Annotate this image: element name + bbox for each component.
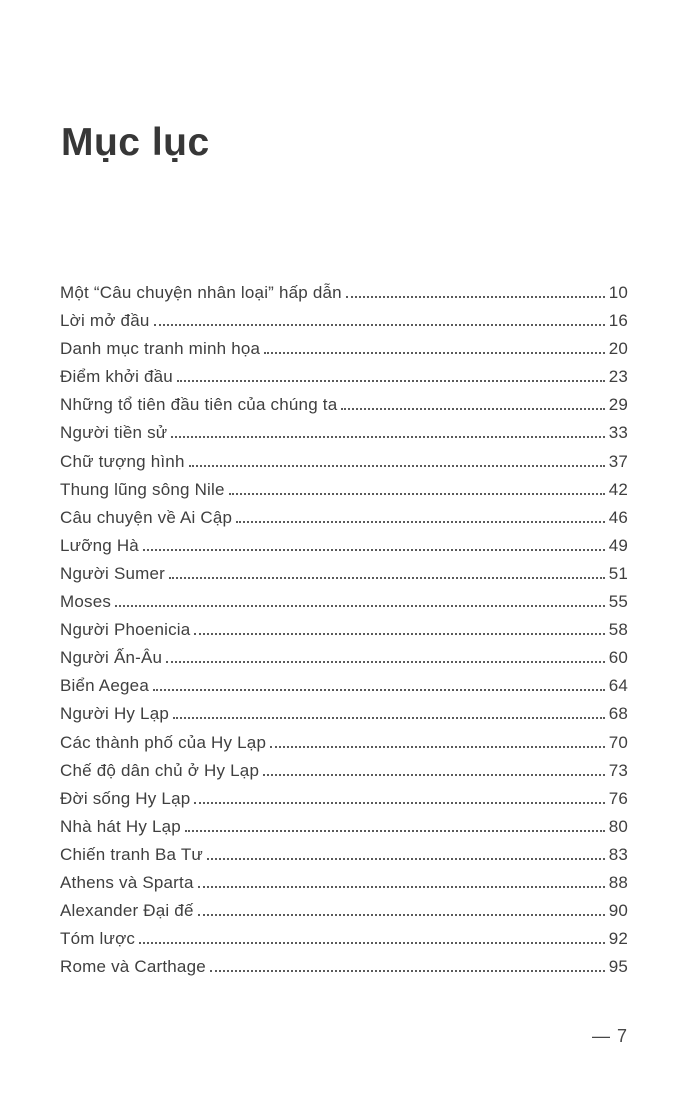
- toc-entry-row: [60, 452, 628, 480]
- toc-entry-page-number: 83: [608, 844, 628, 864]
- dot-leader: [143, 549, 605, 551]
- toc-entry-row: [60, 733, 628, 761]
- toc-entry-label: Tóm lược: [60, 929, 136, 949]
- toc-entry-row: [60, 423, 628, 451]
- toc-entry-label: Alexander Đại đế: [60, 901, 194, 921]
- dot-leader: [194, 802, 604, 804]
- toc-entry-row: [60, 395, 628, 423]
- toc-entry-row: [60, 536, 628, 564]
- toc-entry-label: Người Phoenicia: [60, 620, 191, 640]
- toc-entry-page-number: 51: [608, 563, 628, 583]
- toc-entry-row: [60, 508, 628, 536]
- toc-entry-page-number: 55: [608, 592, 628, 612]
- toc-entry-label: Biển Aegea: [60, 676, 149, 696]
- dot-leader: [229, 493, 605, 495]
- dot-leader: [166, 661, 604, 663]
- toc-entry-page-number: 64: [608, 676, 628, 696]
- toc-entry-page-number: 88: [608, 872, 628, 892]
- toc-entry-row: [60, 620, 628, 648]
- dot-leader: [210, 970, 605, 972]
- toc-entry-label: Điểm khởi đầu: [60, 367, 173, 387]
- toc-entry-page-number: 70: [608, 732, 628, 752]
- toc-entry-row: [60, 367, 628, 395]
- dot-leader: [341, 408, 604, 410]
- page-title: Mục lục: [61, 121, 210, 165]
- toc-entry-page-number: 80: [608, 816, 628, 836]
- toc-entry-row: [60, 564, 628, 592]
- toc-entry-label: Chế độ dân chủ ở Hy Lạp: [60, 760, 260, 780]
- toc-entry-label: Người Ấn-Âu: [60, 648, 163, 668]
- toc-entry-label: Câu chuyện về Ai Cập: [60, 507, 233, 527]
- toc-list: [60, 283, 628, 985]
- dot-leader: [189, 465, 605, 467]
- toc-entry-row: [60, 339, 628, 367]
- toc-entry-row: [60, 901, 628, 929]
- dot-leader: [153, 689, 605, 691]
- dot-leader: [171, 436, 604, 438]
- toc-entry-row: [60, 480, 628, 508]
- toc-entry-label: Người Hy Lạp: [60, 704, 170, 724]
- toc-entry-row: [60, 957, 628, 985]
- toc-entry-label: Các thành phố của Hy Lạp: [60, 732, 267, 752]
- toc-entry-label: Một “Câu chuyện nhân loại” hấp dẫn: [60, 283, 342, 302]
- toc-entry-page-number: 90: [608, 901, 628, 921]
- toc-entry-page-number: 76: [608, 788, 628, 808]
- toc-entry-page-number: 95: [608, 957, 628, 977]
- toc-entry-label: Thung lũng sông Nile: [60, 479, 225, 499]
- toc-entry-row: [60, 648, 628, 676]
- toc-entry-label: Lời mở đầu: [60, 311, 150, 331]
- dot-leader: [154, 324, 605, 326]
- toc-entry-page-number: 37: [608, 451, 628, 471]
- toc-entry-label: Moses: [60, 592, 112, 612]
- toc-entry-page-number: 58: [608, 620, 628, 640]
- dot-leader: [346, 296, 605, 298]
- toc-entry-page-number: 10: [608, 283, 628, 302]
- dot-leader: [169, 577, 605, 579]
- toc-entry-row: [60, 311, 628, 339]
- toc-entry-page-number: 23: [608, 367, 628, 387]
- toc-entry-page-number: 68: [608, 704, 628, 724]
- toc-entry-row: [60, 929, 628, 957]
- toc-entry-row: [60, 789, 628, 817]
- toc-entry-row: [60, 817, 628, 845]
- toc-entry-page-number: 16: [608, 311, 628, 331]
- dot-leader: [236, 521, 604, 523]
- dot-leader: [185, 830, 605, 832]
- toc-entry-page-number: 92: [608, 929, 628, 949]
- toc-entry-label: Đời sống Hy Lạp: [60, 788, 191, 808]
- toc-entry-page-number: 29: [608, 395, 628, 415]
- toc-entry-page-number: 49: [608, 535, 628, 555]
- toc-entry-row: [60, 845, 628, 873]
- toc-entry-page-number: 46: [608, 507, 628, 527]
- dot-leader: [173, 717, 605, 719]
- toc-entry-label: Rome và Carthage: [60, 957, 206, 977]
- toc-entry-label: Những tổ tiên đầu tiên của chúng ta: [60, 395, 338, 415]
- dot-leader: [263, 774, 605, 776]
- toc-entry-page-number: 73: [608, 760, 628, 780]
- toc-entry-label: Chữ tượng hình: [60, 451, 185, 471]
- dot-leader: [139, 942, 605, 944]
- toc-entry-row: [60, 283, 628, 311]
- toc-entry-label: Người tiền sử: [60, 423, 168, 443]
- toc-entry-label: Chiến tranh Ba Tư: [60, 844, 203, 864]
- dot-leader: [264, 352, 604, 354]
- dot-leader: [270, 746, 605, 748]
- toc-entry-label: Lưỡng Hà: [60, 535, 139, 555]
- dot-leader: [198, 886, 605, 888]
- toc-entry-label: Athens và Sparta: [60, 872, 194, 892]
- toc-entry-row: [60, 592, 628, 620]
- toc-entry-label: Danh mục tranh minh họa: [60, 339, 261, 359]
- toc-entry-page-number: 20: [608, 339, 628, 359]
- toc-entry-label: Người Sumer: [60, 563, 166, 583]
- toc-entry-row: [60, 704, 628, 732]
- toc-entry-row: [60, 676, 628, 704]
- toc-entry-page-number: 33: [608, 423, 628, 443]
- dot-leader: [177, 380, 605, 382]
- page-number-footer: — 7: [591, 1026, 628, 1046]
- toc-entry-row: [60, 873, 628, 901]
- toc-entry-page-number: 60: [608, 648, 628, 668]
- dot-leader: [115, 605, 605, 607]
- toc-entry-label: Nhà hát Hy Lạp: [60, 816, 181, 836]
- dot-leader: [207, 858, 605, 860]
- dot-leader: [194, 633, 604, 635]
- toc-entry-row: [60, 761, 628, 789]
- toc-entry-page-number: 42: [608, 479, 628, 499]
- dot-leader: [198, 914, 605, 916]
